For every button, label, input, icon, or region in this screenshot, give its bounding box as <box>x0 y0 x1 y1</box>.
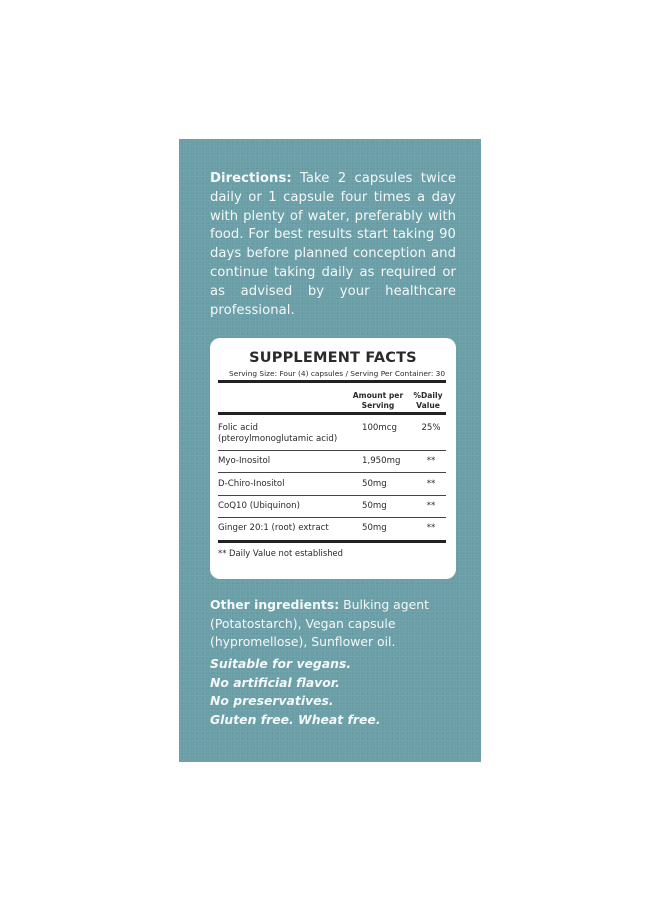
directions-text <box>210 170 456 320</box>
column-amount-header: Amount per Serving <box>352 391 404 410</box>
other-ingredients-label: Other ingredients: <box>210 597 340 612</box>
rule-bottom <box>218 540 446 543</box>
supplement-facts-card <box>210 338 456 579</box>
claims-list <box>210 655 381 729</box>
row-name-myo-inositol: Myo-Inositol <box>218 456 271 466</box>
row-divider <box>218 517 446 518</box>
row-dv-folic-acid: 25% <box>421 423 441 433</box>
directions-body: Take 2 capsules twice daily or 1 capsule four times a day with plenty of water, preferably with food. For best results start taking 90 days before planned conception and continue taking daily as required or as advised by your healthcare professional. <box>210 171 456 318</box>
row-dv-d-chiro-inositol: ** <box>426 479 436 489</box>
row-dv-coq10: ** <box>426 501 436 511</box>
row-name-folic-acid: Folic acid <box>218 423 258 433</box>
footnote: ** Daily Value not established <box>218 548 343 558</box>
row-dv-myo-inositol: ** <box>426 456 436 466</box>
row-dv-ginger-extract: ** <box>426 523 436 533</box>
column-dv-header: %Daily Value <box>413 391 443 410</box>
row-amount-ginger-extract: 50mg <box>362 523 387 533</box>
serving-info: Serving Size: Four (4) capsules / Serving Per Container: 30 <box>229 369 446 378</box>
row-amount-coq10: 50mg <box>362 501 387 511</box>
claim-vegan: Suitable for vegans. <box>210 656 352 671</box>
label-panel <box>179 139 481 762</box>
other-ingredients-body: Bulking agent (Potatostarch), Vegan capsule (hypromellose), Sunflower oil. <box>210 597 429 649</box>
row-name-d-chiro-inositol: D-Chiro-Inositol <box>218 479 285 489</box>
row-amount-d-chiro-inositol: 50mg <box>362 479 387 489</box>
row-divider <box>218 495 446 496</box>
row-name-ginger-extract: Ginger 20:1 (root) extract <box>218 523 329 533</box>
facts-title: SUPPLEMENT FACTS <box>249 350 417 366</box>
other-ingredients-text <box>210 596 460 652</box>
row-sub-folic-acid: (pteroylmonoglutamic acid) <box>218 434 338 444</box>
rule-header <box>218 412 446 415</box>
rule-top <box>218 380 446 383</box>
row-amount-folic-acid: 100mcg <box>362 423 397 433</box>
row-divider <box>218 450 446 451</box>
claim-no-artificial-flavor: No artificial flavor. <box>210 674 340 690</box>
row-divider <box>218 472 446 473</box>
row-amount-myo-inositol: 1,950mg <box>362 456 401 466</box>
claim-gluten-wheat-free: Gluten free. Wheat free. <box>210 711 381 727</box>
row-name-coq10: CoQ10 (Ubiquinon) <box>218 501 300 511</box>
directions-label: Directions: <box>210 171 292 186</box>
claim-no-preservatives: No preservatives. <box>210 693 334 708</box>
